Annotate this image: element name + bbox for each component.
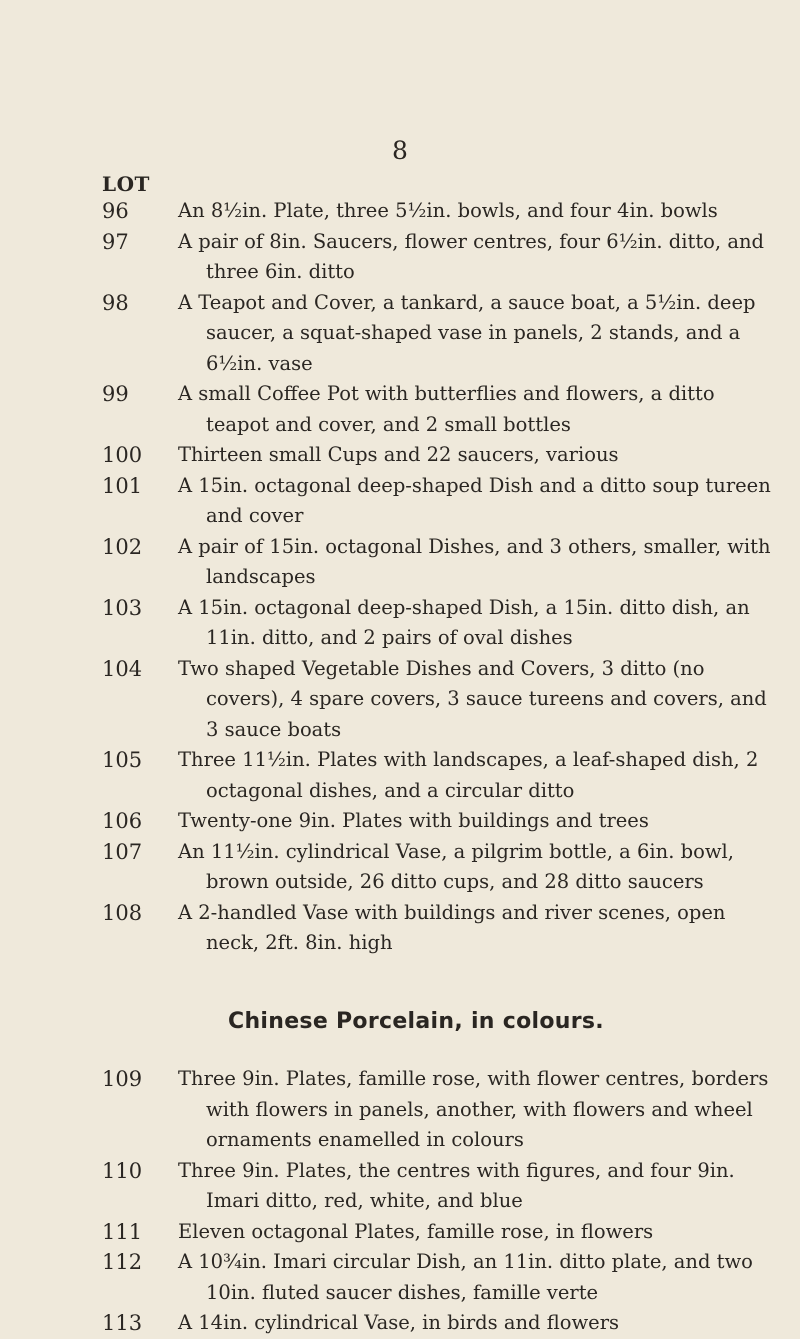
lot-number: 108 — [102, 900, 143, 925]
section-heading: Chinese Porcelain, in colours. — [228, 1008, 604, 1034]
lot-entry — [102, 1217, 782, 1248]
lot-description: A 2-handled Vase with buildings and river scenes, open neck, 2ft. 8in. high — [178, 900, 726, 954]
lot-entry — [102, 288, 782, 380]
page-number: 8 — [392, 136, 408, 165]
lot-number: 97 — [102, 229, 129, 254]
lot-entry — [102, 593, 782, 654]
lot-number: 107 — [102, 839, 143, 864]
lot-entry — [102, 745, 782, 806]
lot-number: 112 — [102, 1250, 143, 1274]
lot-entry — [102, 440, 782, 471]
lot-entry — [102, 196, 782, 227]
lot-entry — [102, 1247, 782, 1308]
lot-entry — [102, 227, 782, 288]
lot-list — [102, 196, 782, 1339]
lot-description: A 10¾in. Imari circular Dish, an 11in. ditto plate, and two 10in. fluted saucer dishes, famille verte — [178, 1250, 753, 1304]
lot-number: 109 — [102, 1067, 143, 1091]
lot-description: A 15in. octagonal deep-shaped Dish and a ditto soup tureen and cover — [178, 473, 771, 527]
lot-entry — [102, 654, 782, 746]
lot-description: Eleven octagonal Plates, famille rose, in flowers — [178, 1219, 654, 1243]
lot-description: A 14in. cylindrical Vase, in birds and flowers — [178, 1311, 620, 1334]
lot-number: 100 — [102, 443, 143, 467]
lot-number: 98 — [102, 290, 129, 315]
lot-description: Thirteen small Cups and 22 saucers, various — [178, 443, 619, 466]
lot-number: 110 — [102, 1158, 143, 1183]
lot-description: An 11½in. cylindrical Vase, a pilgrim bottle, a 6in. bowl, brown outside, 26 ditto cups, and 28 ditto saucers — [178, 839, 734, 893]
lot-number: 113 — [102, 1311, 143, 1335]
lot-description: Two shaped Vegetable Dishes and Covers, 3 ditto (no covers), 4 spare covers, 3 sauce tureens and covers, and 3 sauce boats — [178, 656, 767, 741]
lot-number: 99 — [102, 382, 129, 406]
lot-entry — [102, 1156, 782, 1217]
lot-number: 106 — [102, 809, 143, 833]
lot-entry — [102, 471, 782, 532]
lot-number: 96 — [102, 199, 129, 223]
lot-number: 103 — [102, 595, 143, 620]
lot-entry — [102, 1308, 782, 1339]
lot-entry — [102, 837, 782, 898]
lot-description: Three 9in. Plates, famille rose, with flower centres, borders with flowers in panels, another, with flowers and wheel ornaments enamelled in colours — [178, 1067, 769, 1151]
lot-description: Twenty-one 9in. Plates with buildings and trees — [178, 809, 649, 832]
lot-description: A pair of 8in. Saucers, flower centres, four 6½in. ditto, and three 6in. ditto — [178, 229, 764, 283]
lot-entry — [102, 806, 782, 837]
lot-number: 105 — [102, 748, 143, 772]
lot-group-colours — [102, 1064, 782, 1339]
lot-number: 104 — [102, 656, 143, 681]
lot-group-blue-and-white — [102, 196, 782, 959]
lot-description: A small Coffee Pot with butterflies and flowers, a ditto teapot and cover, and 2 small bottles — [178, 382, 715, 436]
lot-description: A 15in. octagonal deep-shaped Dish, a 15in. ditto dish, an 11in. ditto, and 2 pairs of oval dishes — [178, 595, 750, 649]
lot-number: 102 — [102, 534, 143, 559]
lot-entry — [102, 532, 782, 593]
lot-column-header: LOT — [102, 172, 150, 196]
lot-entry — [102, 379, 782, 440]
lot-description: An 8½in. Plate, three 5½in. bowls, and four 4in. bowls — [178, 199, 718, 222]
lot-entry — [102, 1064, 782, 1156]
lot-description: A Teapot and Cover, a tankard, a sauce boat, a 5½in. deep saucer, a squat-shaped vase in panels, 2 stands, and a 6½in. vase — [178, 290, 756, 375]
lot-number: 101 — [102, 473, 143, 498]
lot-description: Three 9in. Plates, the centres with figures, and four 9in. Imari ditto, red, white, and blue — [178, 1158, 735, 1212]
lot-entry — [102, 898, 782, 959]
lot-description: Three 11½in. Plates with landscapes, a leaf-shaped dish, 2 octagonal dishes, and a circular ditto — [178, 748, 759, 802]
lot-number: 111 — [102, 1219, 143, 1244]
lot-description: A pair of 15in. octagonal Dishes, and 3 others, smaller, with landscapes — [178, 534, 771, 588]
